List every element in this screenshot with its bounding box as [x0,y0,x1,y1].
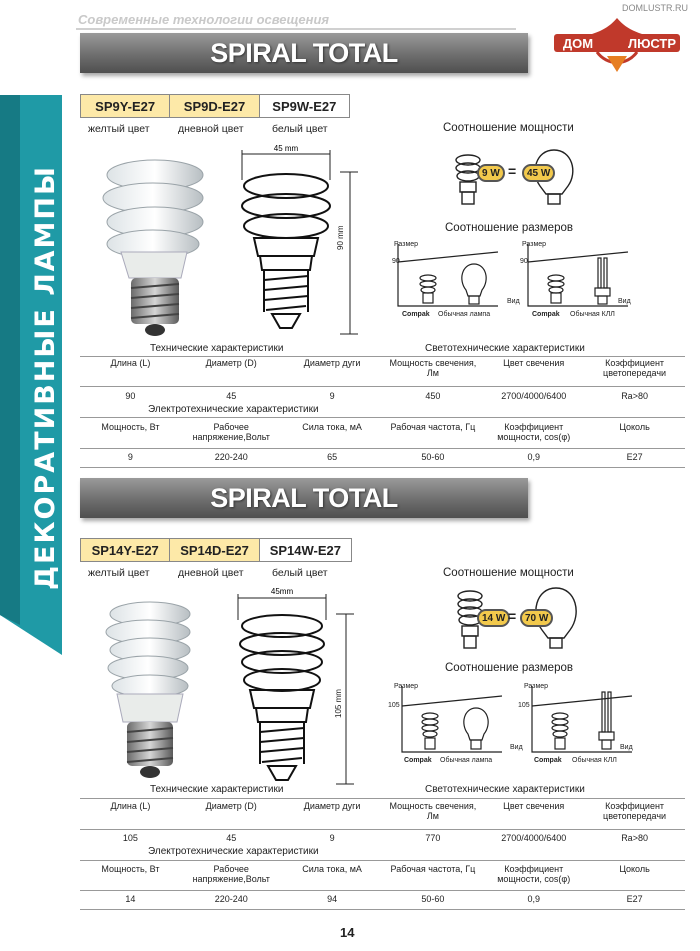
spec-value: E27 [626,894,643,904]
logo-left-text: ДОМ [562,36,594,51]
page-number: 14 [340,925,355,940]
spec-value: 220-240 [214,452,248,462]
size-mark-1b: 90 [520,258,528,265]
spec-header: Цвет свечения [503,358,565,368]
light-title-2: Светотехнические характеристики [425,784,585,795]
spec-value: 9 [329,833,335,843]
spec-header: Рабочая частота, Гц [390,864,476,874]
model-sp9y[interactable]: SP9Y-E27 [81,95,170,117]
size-legend2-lamp-2: Обычная КЛЛ [572,757,617,764]
power-cfl-1: 9 W [477,164,505,182]
size-ratio-title-1: Соотношение размеров [445,222,573,234]
size-axis-x-1: Вид [507,298,520,305]
size-axis-x-2: Вид [510,744,523,751]
spec-header: Коэффициент мощности, cos(φ) [497,422,571,442]
table2-rule-4 [80,890,685,891]
spec-header: Диаметр (D) [205,358,257,368]
power-cfl-2: 14 W [477,609,510,627]
size-legend2-lamp-1: Обычная КЛЛ [570,311,615,318]
table2-rule-3 [80,860,685,861]
spec-value: 45 [226,833,237,843]
tagline: Современные технологии освещения [78,12,330,27]
model-sp14y[interactable]: SP14Y-E27 [81,539,170,561]
color-white: белый цвет [272,567,328,579]
size-axis-y-1: Размер [394,241,419,248]
dim-width-2: 45mm [270,587,294,596]
size-axis-x-2b: Вид [620,744,633,751]
size-mark-1: 90 [392,258,400,265]
table2-rule-bottom [80,909,685,910]
size-legend2-brand-1: Compak [532,311,560,318]
tagline-underline [76,28,516,30]
size-axis-y-2: Размер [394,683,419,690]
table1-row2-headers [80,422,685,448]
section1-banner [80,33,528,73]
spec-header: Диаметр дуги [303,801,361,811]
spec-value: 45 [226,391,237,401]
brand-logo[interactable] [552,16,682,74]
spec-value: 2700/4000/6400 [501,833,567,843]
color-daylight: дневной цвет [178,567,244,579]
spec-header: Коэффициент мощности, cos(φ) [497,864,571,884]
model-sp14w[interactable]: SP14W-E27 [269,542,341,558]
lamp-drawing-2 [228,586,368,791]
size-legend2-brand-2: Compak [534,757,562,764]
tech-title-1: Технические характеристики [150,343,284,354]
spec-header: Мощность свечения, Лм [389,358,477,378]
spec-header: Рабочее напряжение,Вольт [192,422,270,442]
section2-models [80,538,352,562]
logo-right-text: ЛЮСТР [627,36,677,51]
lamp-drawing-1 [230,142,370,342]
spec-value: 0,9 [527,894,540,904]
power-ratio-title-1: Соотношение мощности [443,122,574,134]
lamp-photo-2 [95,600,205,785]
spec-value: E27 [626,452,643,462]
spec-header: Рабочее напряжение,Вольт [192,864,270,884]
size-legend1-lamp-2: Обычная лампа [440,757,493,764]
table1-rule-top [80,356,685,357]
spec-value: 2700/4000/6400 [501,391,567,401]
spec-value: 50-60 [421,452,445,462]
table2-row1-headers [80,801,685,831]
spec-header: Рабочая частота, Гц [390,422,476,432]
dim-width-1: 45 mm [273,144,299,153]
spec-header: Диаметр дуги [303,358,361,368]
dim-height-1: 90 mm [336,225,345,250]
spec-header: Цвет свечения [503,801,565,811]
spec-value: Ra>80 [621,833,648,843]
power-inc-1: 45 W [522,164,555,182]
spec-header: Коэффициент цветопередачи [603,801,667,821]
spec-header: Диаметр (D) [205,801,257,811]
dim-height-2: 105 mm [334,689,343,718]
section2-banner [80,478,528,518]
table1-row1-values [80,391,685,405]
size-mark-2: 105 [388,702,400,709]
power-inc-2: 70 W [520,609,553,627]
size-legend1-brand-1: Compak [402,311,430,318]
model-sp9d[interactable]: SP9D-E27 [170,95,259,117]
power-equal-2: = [508,608,517,624]
spec-header: Цоколь [619,864,650,874]
spec-value: Ra>80 [621,391,648,401]
table2-rule-mid [80,829,685,830]
spec-header: Сила тока, мА [302,422,362,432]
sidebar-label: ДЕКОРАТИВНЫЕ ЛАМПЫ [30,165,61,591]
table1-row2-values [80,452,685,466]
size-axis-y-2b: Размер [524,683,549,690]
lamp-photo-1 [95,150,215,340]
size-mark-2b: 105 [518,702,530,709]
spec-value: 220-240 [214,894,248,904]
light-title-1: Светотехнические характеристики [425,343,585,354]
section1-title: SPIRAL TOTAL [210,38,398,68]
elec-title-2: Электротехнические характеристики [148,846,319,857]
size-axis-x-1b: Вид [618,298,631,305]
spec-value: 50-60 [421,894,445,904]
spec-header: Длина (L) [110,801,151,811]
table1-rule-mid [80,386,685,387]
spec-header: Длина (L) [110,358,151,368]
table1-row1-headers [80,358,685,388]
table2-rule-top [80,798,685,799]
section2-title: SPIRAL TOTAL [210,483,398,513]
spec-header: Мощность, Вт [101,864,160,874]
spec-value: 65 [327,452,338,462]
tech-title-2: Технические характеристики [150,784,284,795]
power-ratio-graphic-1 [450,142,590,212]
size-legend1-brand-2: Compak [404,757,432,764]
color-yellow: желтый цвет [88,123,150,135]
size-axis-y-1b: Размер [522,241,547,248]
size-ratio-graphic-2 [388,680,638,764]
spec-value: 450 [425,391,441,401]
spec-value: 105 [122,833,138,843]
size-ratio-graphic-1 [388,238,638,318]
color-daylight: дневной цвет [178,123,244,135]
site-url[interactable]: DOMLUSTR.RU [621,3,688,13]
section1-models [80,94,350,118]
size-legend1-lamp-1: Обычная лампа [438,311,491,318]
elec-title-1: Электротехнические характеристики [148,404,319,415]
spec-value: 9 [329,391,335,401]
spec-header: Коэффициент цветопередачи [603,358,667,378]
spec-header: Сила тока, мА [302,864,362,874]
model-sp14d[interactable]: SP14D-E27 [170,539,259,561]
spec-header: Мощность, Вт [101,422,160,432]
table2-row2-headers [80,864,685,890]
power-ratio-title-2: Соотношение мощности [443,567,574,579]
color-yellow: желтый цвет [88,567,150,579]
table1-rule-4 [80,448,685,449]
spec-value: 770 [425,833,441,843]
spec-header: Цоколь [619,422,650,432]
spec-value: 90 [125,391,136,401]
model-sp9w[interactable]: SP9W-E27 [272,98,337,114]
size-ratio-title-2: Соотношение размеров [445,662,573,674]
spec-value: 14 [125,894,136,904]
spec-value: 9 [127,452,133,462]
color-white: белый цвет [272,123,328,135]
power-equal-1: = [508,163,517,179]
spec-value: 94 [327,894,338,904]
table2-row2-values [80,894,685,908]
spec-header: Мощность свечения, Лм [389,801,477,821]
table1-rule-3 [80,417,685,418]
table1-rule-bottom [80,467,685,468]
spec-value: 0,9 [527,452,540,462]
table2-row1-values [80,833,685,847]
